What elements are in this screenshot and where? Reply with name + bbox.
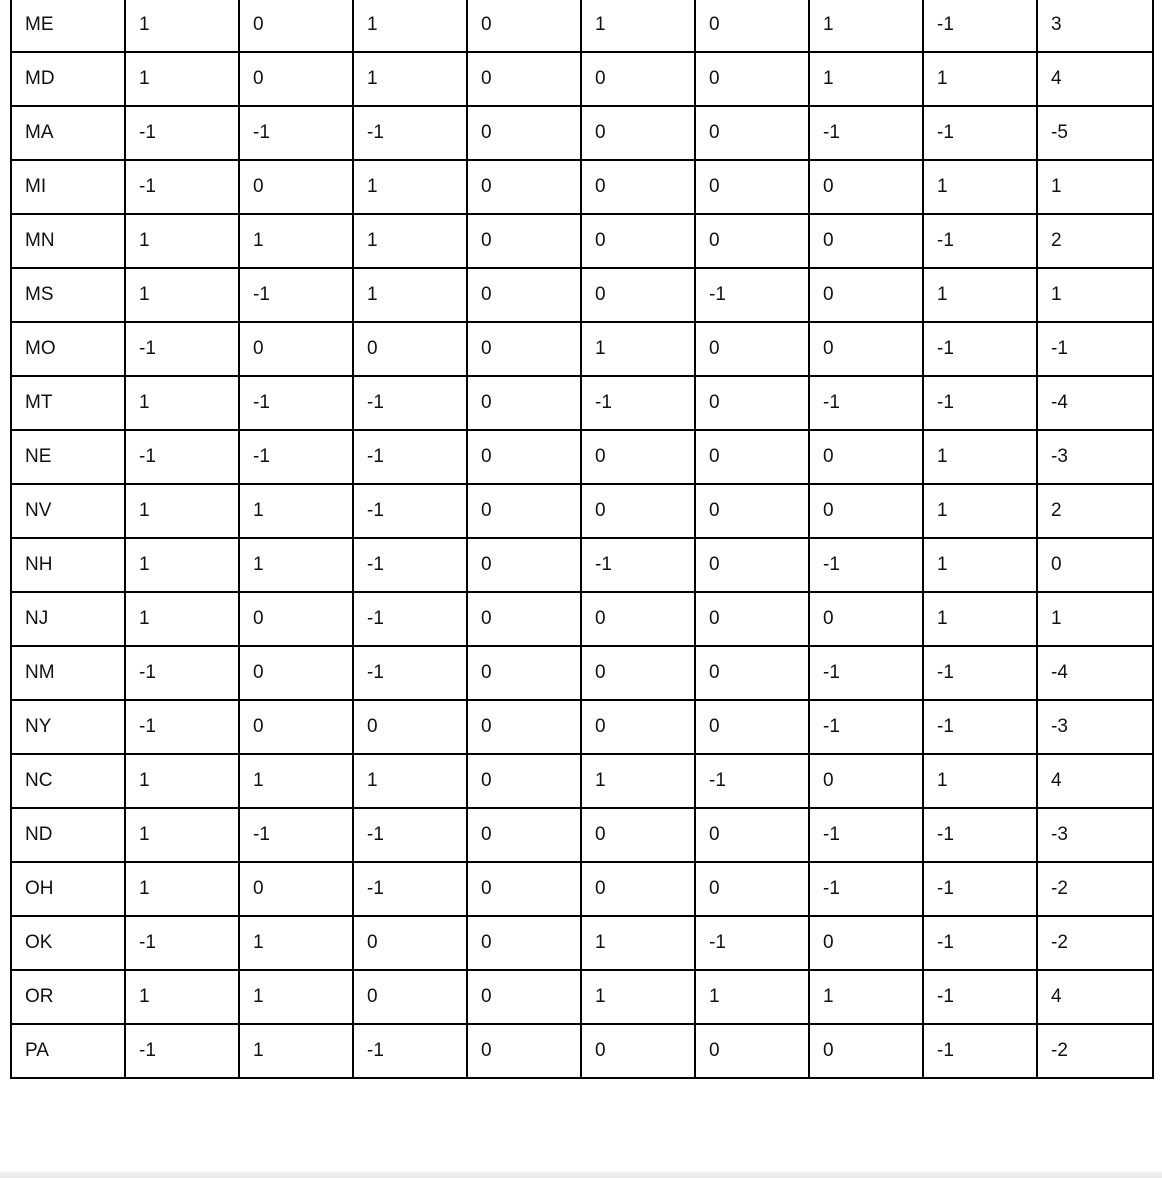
value-cell: -1 xyxy=(923,700,1037,754)
state-cell: NH xyxy=(11,538,125,592)
total-cell: 4 xyxy=(1037,970,1153,1024)
table-row xyxy=(11,538,1153,592)
value-cell: 0 xyxy=(809,754,923,808)
value-cell: -1 xyxy=(809,808,923,862)
value-cell: 0 xyxy=(695,214,809,268)
table-row xyxy=(11,808,1153,862)
value-cell: -1 xyxy=(809,646,923,700)
table-row xyxy=(11,592,1153,646)
value-cell: -1 xyxy=(581,376,695,430)
value-cell: 1 xyxy=(125,484,239,538)
value-cell: 0 xyxy=(695,1024,809,1078)
state-cell: NJ xyxy=(11,592,125,646)
state-cell: MI xyxy=(11,160,125,214)
state-cell: NV xyxy=(11,484,125,538)
value-cell: -1 xyxy=(353,376,467,430)
value-cell: 0 xyxy=(695,0,809,52)
value-cell: 0 xyxy=(467,970,581,1024)
state-cell: OR xyxy=(11,970,125,1024)
table-row xyxy=(11,160,1153,214)
table-row xyxy=(11,376,1153,430)
value-cell: 0 xyxy=(695,700,809,754)
value-cell: 0 xyxy=(581,214,695,268)
value-cell: -1 xyxy=(125,646,239,700)
value-cell: 1 xyxy=(125,592,239,646)
value-cell: 1 xyxy=(239,1024,353,1078)
value-cell: 1 xyxy=(239,916,353,970)
value-cell: 0 xyxy=(239,592,353,646)
value-cell: 0 xyxy=(695,646,809,700)
value-cell: 0 xyxy=(581,106,695,160)
value-cell: 0 xyxy=(239,160,353,214)
state-cell: MA xyxy=(11,106,125,160)
total-cell: 1 xyxy=(1037,592,1153,646)
value-cell: 0 xyxy=(809,214,923,268)
value-cell: 0 xyxy=(695,808,809,862)
value-cell: 0 xyxy=(581,160,695,214)
value-cell: 0 xyxy=(467,538,581,592)
value-cell: -1 xyxy=(695,268,809,322)
value-cell: 1 xyxy=(353,754,467,808)
value-cell: -1 xyxy=(239,376,353,430)
value-cell: 0 xyxy=(353,700,467,754)
value-cell: 1 xyxy=(581,916,695,970)
value-cell: 0 xyxy=(695,538,809,592)
value-cell: 0 xyxy=(353,916,467,970)
state-cell: MD xyxy=(11,52,125,106)
value-cell: 1 xyxy=(125,808,239,862)
table-row xyxy=(11,214,1153,268)
value-cell: 1 xyxy=(353,160,467,214)
value-cell: 0 xyxy=(467,1024,581,1078)
value-cell: 1 xyxy=(353,52,467,106)
value-cell: 0 xyxy=(809,160,923,214)
state-cell: ND xyxy=(11,808,125,862)
value-cell: -1 xyxy=(353,862,467,916)
value-cell: -1 xyxy=(923,646,1037,700)
value-cell: 0 xyxy=(467,754,581,808)
table-row xyxy=(11,970,1153,1024)
total-cell: -2 xyxy=(1037,1024,1153,1078)
value-cell: -1 xyxy=(581,538,695,592)
table-row xyxy=(11,754,1153,808)
table-row xyxy=(11,106,1153,160)
value-cell: -1 xyxy=(353,808,467,862)
state-scores-table xyxy=(10,0,1154,1079)
total-cell: -2 xyxy=(1037,916,1153,970)
table-row xyxy=(11,862,1153,916)
value-cell: 1 xyxy=(581,322,695,376)
value-cell: 0 xyxy=(809,916,923,970)
total-cell: 0 xyxy=(1037,538,1153,592)
value-cell: 0 xyxy=(467,700,581,754)
table-row xyxy=(11,0,1153,52)
total-cell: 2 xyxy=(1037,484,1153,538)
value-cell: 0 xyxy=(695,160,809,214)
value-cell: 0 xyxy=(695,376,809,430)
value-cell: 0 xyxy=(581,430,695,484)
value-cell: 0 xyxy=(467,214,581,268)
value-cell: 1 xyxy=(923,52,1037,106)
value-cell: 0 xyxy=(467,646,581,700)
value-cell: -1 xyxy=(353,430,467,484)
value-cell: -1 xyxy=(923,0,1037,52)
value-cell: -1 xyxy=(353,592,467,646)
value-cell: 1 xyxy=(125,214,239,268)
value-cell: -1 xyxy=(923,376,1037,430)
value-cell: 0 xyxy=(695,52,809,106)
total-cell: 2 xyxy=(1037,214,1153,268)
value-cell: 0 xyxy=(809,268,923,322)
value-cell: 0 xyxy=(809,430,923,484)
value-cell: 0 xyxy=(695,106,809,160)
state-cell: NE xyxy=(11,430,125,484)
value-cell: 0 xyxy=(695,592,809,646)
total-cell: -1 xyxy=(1037,322,1153,376)
total-cell: -4 xyxy=(1037,646,1153,700)
value-cell: 1 xyxy=(125,862,239,916)
value-cell: 0 xyxy=(467,160,581,214)
value-cell: 0 xyxy=(239,322,353,376)
value-cell: 1 xyxy=(239,214,353,268)
total-cell: -3 xyxy=(1037,700,1153,754)
table-row xyxy=(11,268,1153,322)
value-cell: 0 xyxy=(581,52,695,106)
value-cell: -1 xyxy=(353,106,467,160)
value-cell: 1 xyxy=(353,0,467,52)
value-cell: 1 xyxy=(923,160,1037,214)
table-row xyxy=(11,916,1153,970)
value-cell: 0 xyxy=(467,484,581,538)
value-cell: 0 xyxy=(239,862,353,916)
value-cell: 0 xyxy=(467,430,581,484)
value-cell: -1 xyxy=(923,214,1037,268)
value-cell: 0 xyxy=(695,484,809,538)
value-cell: 0 xyxy=(581,700,695,754)
value-cell: -1 xyxy=(239,106,353,160)
total-cell: 4 xyxy=(1037,52,1153,106)
value-cell: 0 xyxy=(581,484,695,538)
value-cell: 1 xyxy=(125,538,239,592)
value-cell: 0 xyxy=(581,808,695,862)
value-cell: -1 xyxy=(923,916,1037,970)
value-cell: 1 xyxy=(239,538,353,592)
value-cell: -1 xyxy=(809,538,923,592)
page-bottom-edge xyxy=(0,1172,1162,1178)
value-cell: -1 xyxy=(125,430,239,484)
value-cell: 0 xyxy=(467,376,581,430)
value-cell: 0 xyxy=(809,322,923,376)
value-cell: 1 xyxy=(353,214,467,268)
value-cell: 0 xyxy=(581,646,695,700)
value-cell: -1 xyxy=(353,1024,467,1078)
value-cell: -1 xyxy=(125,1024,239,1078)
value-cell: 0 xyxy=(467,268,581,322)
value-cell: 1 xyxy=(125,376,239,430)
value-cell: 1 xyxy=(239,754,353,808)
value-cell: -1 xyxy=(809,862,923,916)
value-cell: 1 xyxy=(923,430,1037,484)
value-cell: 1 xyxy=(923,592,1037,646)
table-row xyxy=(11,484,1153,538)
value-cell: -1 xyxy=(125,160,239,214)
total-cell: 3 xyxy=(1037,0,1153,52)
value-cell: 0 xyxy=(809,1024,923,1078)
value-cell: 1 xyxy=(125,754,239,808)
total-cell: -3 xyxy=(1037,808,1153,862)
value-cell: 1 xyxy=(125,268,239,322)
table-row xyxy=(11,700,1153,754)
value-cell: 0 xyxy=(239,52,353,106)
value-cell: 0 xyxy=(239,700,353,754)
value-cell: 0 xyxy=(239,646,353,700)
value-cell: 0 xyxy=(581,592,695,646)
value-cell: 0 xyxy=(353,970,467,1024)
value-cell: 1 xyxy=(809,52,923,106)
value-cell: -1 xyxy=(353,646,467,700)
value-cell: 1 xyxy=(239,484,353,538)
value-cell: 1 xyxy=(125,970,239,1024)
value-cell: 0 xyxy=(581,268,695,322)
value-cell: 1 xyxy=(809,0,923,52)
value-cell: -1 xyxy=(695,916,809,970)
value-cell: 0 xyxy=(467,52,581,106)
value-cell: 0 xyxy=(467,106,581,160)
table-row xyxy=(11,1024,1153,1078)
value-cell: 1 xyxy=(923,754,1037,808)
value-cell: -1 xyxy=(239,430,353,484)
value-cell: 0 xyxy=(467,322,581,376)
value-cell: 0 xyxy=(695,322,809,376)
value-cell: -1 xyxy=(923,970,1037,1024)
total-cell: 4 xyxy=(1037,754,1153,808)
value-cell: -1 xyxy=(809,376,923,430)
value-cell: 1 xyxy=(695,970,809,1024)
value-cell: 0 xyxy=(353,322,467,376)
value-cell: 1 xyxy=(353,268,467,322)
state-cell: NM xyxy=(11,646,125,700)
value-cell: 0 xyxy=(467,592,581,646)
value-cell: 1 xyxy=(581,754,695,808)
state-cell: MT xyxy=(11,376,125,430)
table-row xyxy=(11,322,1153,376)
value-cell: -1 xyxy=(923,106,1037,160)
state-cell: MN xyxy=(11,214,125,268)
state-cell: PA xyxy=(11,1024,125,1078)
value-cell: -1 xyxy=(125,322,239,376)
value-cell: 0 xyxy=(695,862,809,916)
value-cell: 1 xyxy=(581,0,695,52)
state-cell: MO xyxy=(11,322,125,376)
value-cell: 0 xyxy=(581,862,695,916)
state-cell: OK xyxy=(11,916,125,970)
value-cell: -1 xyxy=(125,916,239,970)
value-cell: -1 xyxy=(809,700,923,754)
value-cell: -1 xyxy=(695,754,809,808)
value-cell: 0 xyxy=(467,808,581,862)
value-cell: -1 xyxy=(125,700,239,754)
value-cell: -1 xyxy=(353,484,467,538)
value-cell: 1 xyxy=(239,970,353,1024)
value-cell: 1 xyxy=(923,538,1037,592)
value-cell: 1 xyxy=(125,0,239,52)
total-cell: -5 xyxy=(1037,106,1153,160)
value-cell: 0 xyxy=(581,1024,695,1078)
state-cell: NC xyxy=(11,754,125,808)
value-cell: 1 xyxy=(923,484,1037,538)
table-row xyxy=(11,52,1153,106)
state-cell: MS xyxy=(11,268,125,322)
value-cell: -1 xyxy=(923,322,1037,376)
total-cell: 1 xyxy=(1037,268,1153,322)
total-cell: -3 xyxy=(1037,430,1153,484)
total-cell: 1 xyxy=(1037,160,1153,214)
table-body xyxy=(11,0,1153,1078)
total-cell: -4 xyxy=(1037,376,1153,430)
value-cell: 0 xyxy=(809,592,923,646)
table-row xyxy=(11,430,1153,484)
value-cell: 1 xyxy=(581,970,695,1024)
value-cell: 0 xyxy=(467,916,581,970)
total-cell: -2 xyxy=(1037,862,1153,916)
value-cell: -1 xyxy=(923,1024,1037,1078)
state-cell: OH xyxy=(11,862,125,916)
state-cell: NY xyxy=(11,700,125,754)
value-cell: -1 xyxy=(353,538,467,592)
value-cell: 0 xyxy=(467,0,581,52)
value-cell: 0 xyxy=(695,430,809,484)
value-cell: 1 xyxy=(809,970,923,1024)
value-cell: -1 xyxy=(923,862,1037,916)
value-cell: -1 xyxy=(239,808,353,862)
value-cell: 0 xyxy=(239,0,353,52)
value-cell: 0 xyxy=(809,484,923,538)
value-cell: -1 xyxy=(125,106,239,160)
value-cell: -1 xyxy=(239,268,353,322)
value-cell: 0 xyxy=(467,862,581,916)
value-cell: 1 xyxy=(125,52,239,106)
value-cell: -1 xyxy=(923,808,1037,862)
value-cell: -1 xyxy=(809,106,923,160)
table-row xyxy=(11,646,1153,700)
state-cell: ME xyxy=(11,0,125,52)
value-cell: 1 xyxy=(923,268,1037,322)
